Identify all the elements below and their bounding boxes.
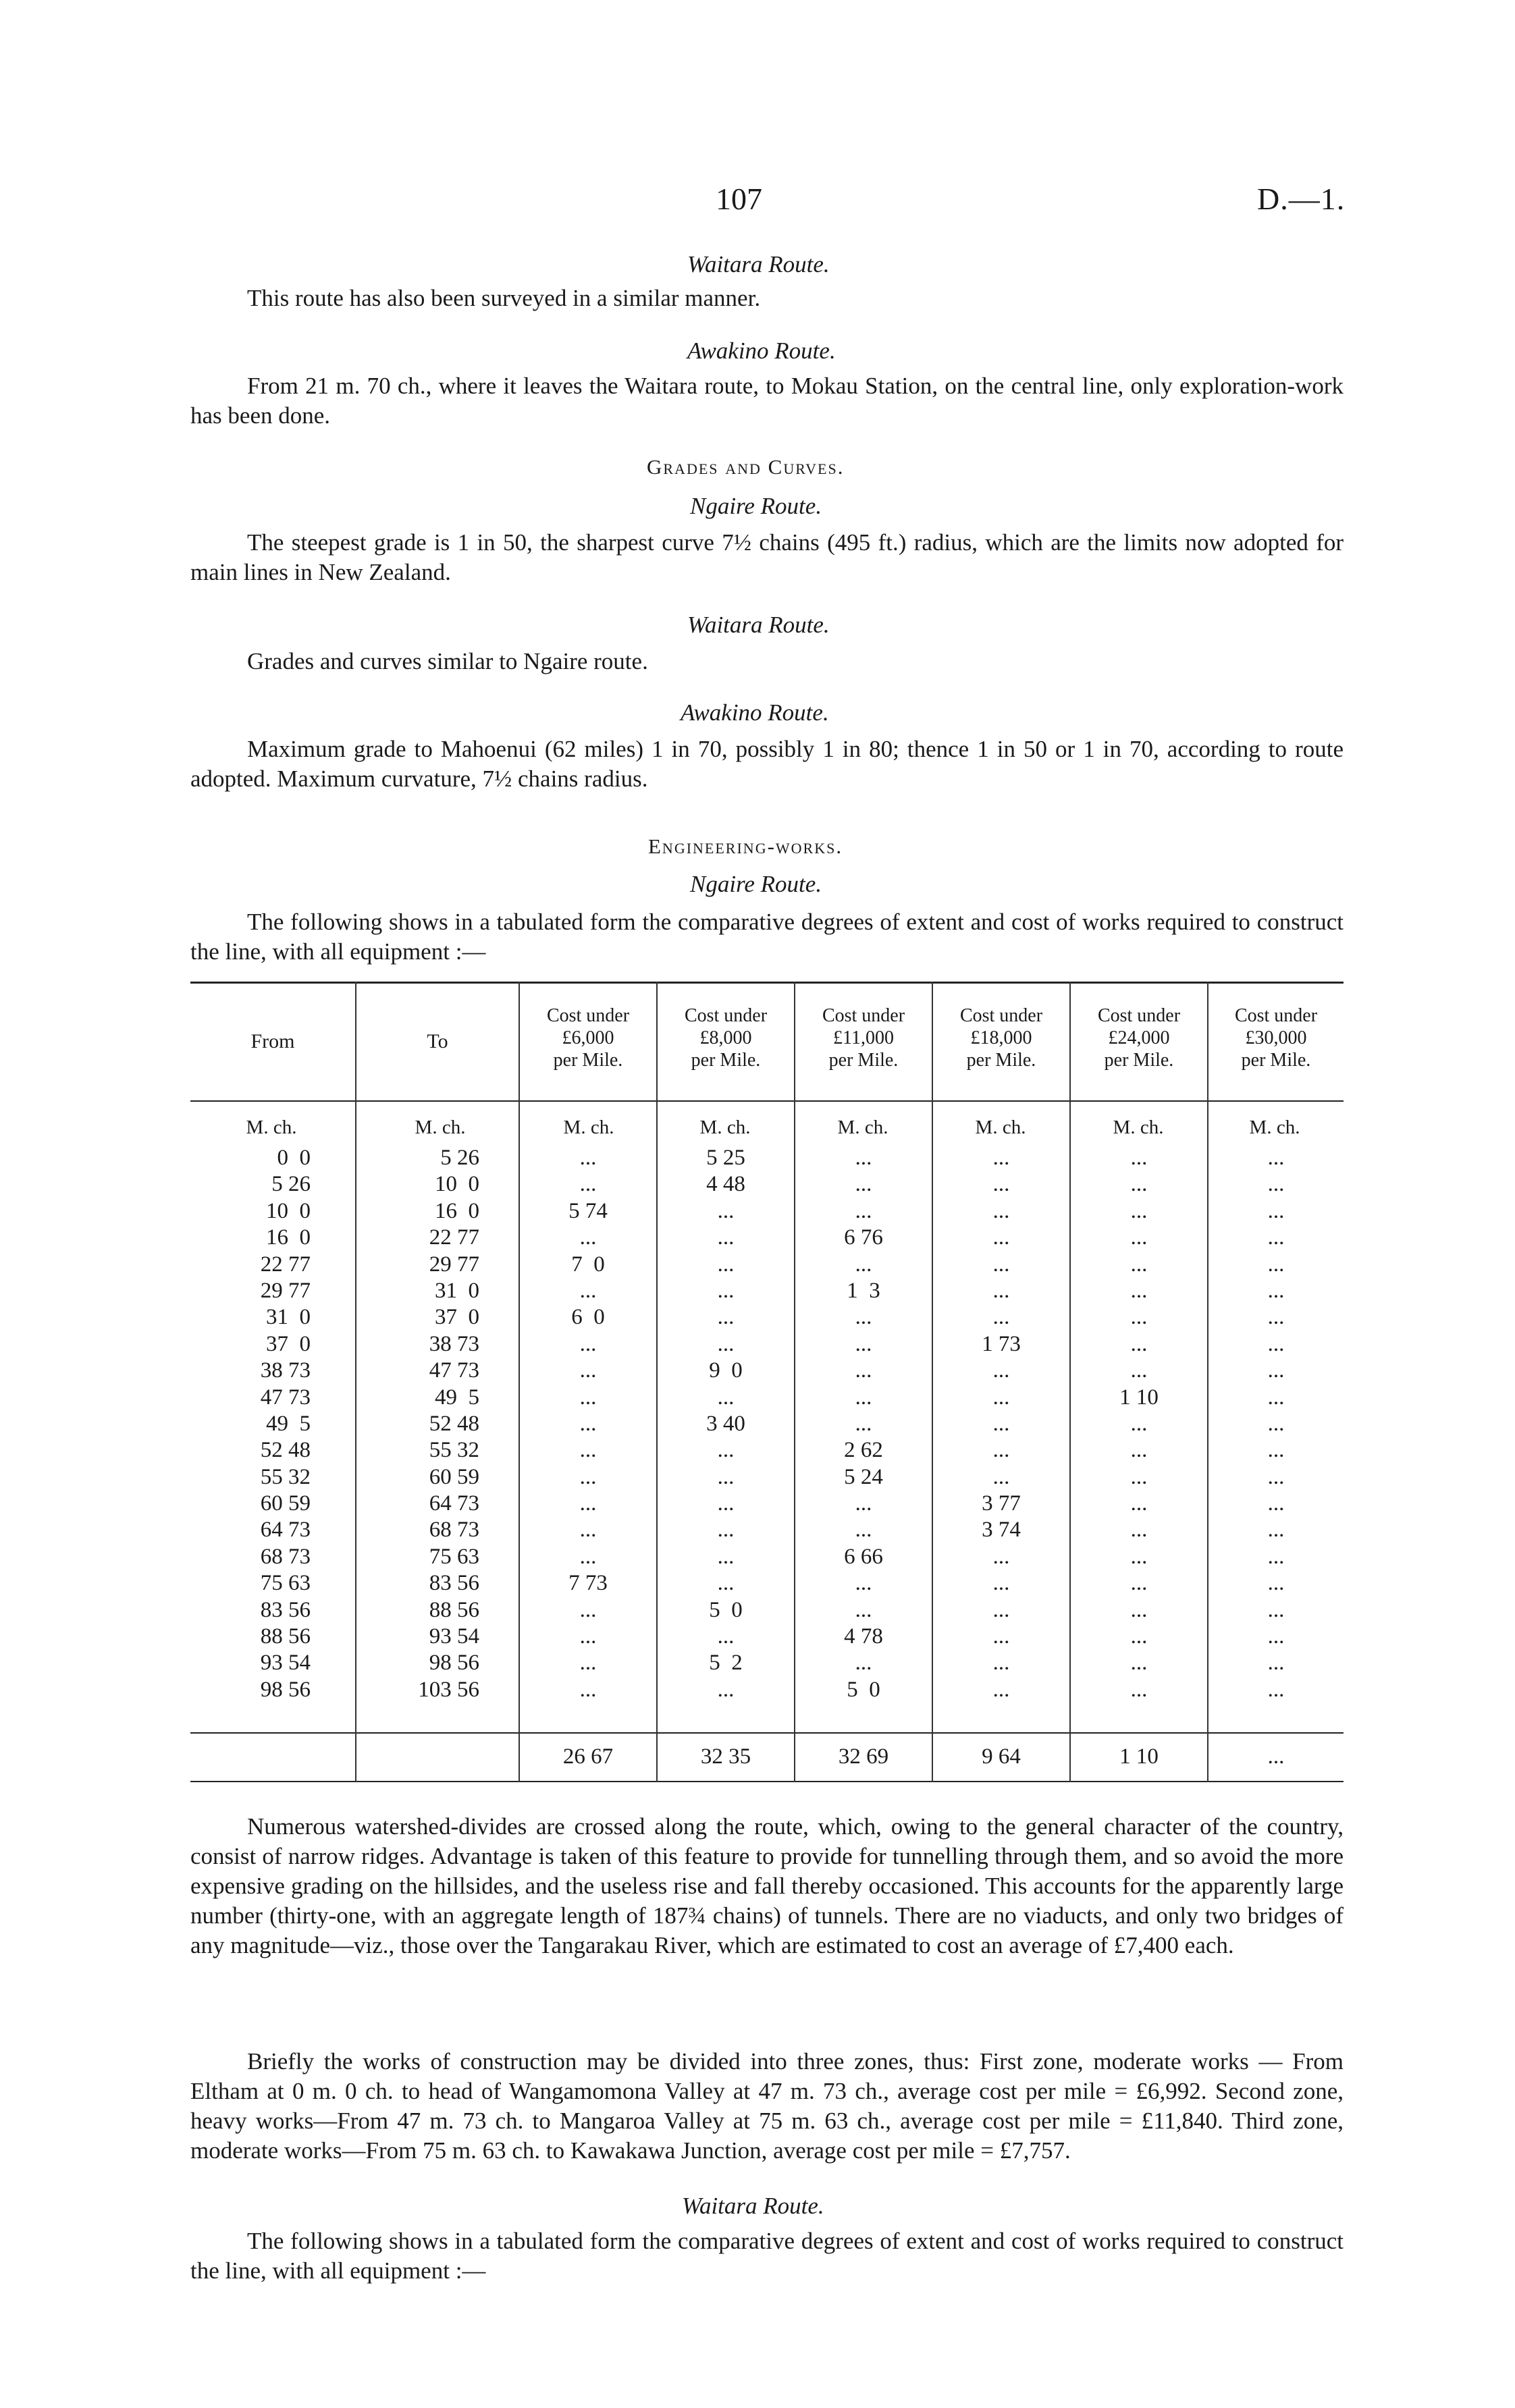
- unit-label-cost-24000: M. ch.: [1113, 1117, 1164, 1138]
- table-cell-cost-30000: ...: [1267, 1331, 1285, 1356]
- table-cell-cost-24000: ...: [1130, 1438, 1148, 1463]
- table-cell-cost-11000: ...: [855, 1146, 872, 1170]
- table-cell-cost-8000: 9 0: [709, 1358, 743, 1383]
- table-cell-cost-30000: ...: [1267, 1146, 1285, 1170]
- table-cell-cost-8000: 5 2: [709, 1651, 743, 1676]
- table-cell-from: 49 5: [266, 1411, 311, 1436]
- table-cell-cost-11000: ...: [855, 1172, 872, 1197]
- table-cell-cost-24000: ...: [1130, 1651, 1148, 1676]
- table-cell-from: 98 56: [260, 1677, 311, 1702]
- table-cell-cost-24000: ...: [1130, 1278, 1148, 1303]
- table-cell-cost-18000: ...: [992, 1172, 1010, 1197]
- table-cell-to: 60 59: [429, 1464, 479, 1489]
- paragraph-construction-zones: Briefly the works of construction may be divided into three zones, thus: First zone, moderate works — From Eltham at 0 m. 0 ch. to head of Wangamomona Valley at 47 m. 73 ch., average cost per mile = £6,992. Second zone, heavy works—From 47 m. 73 ch. to Mangaroa Valley at 75 m. 63 ch., average cost per mile = £11,840. Third zone, moderate works—From 75 m. 63 ch. to Kawakawa Junction, average cost per mile = £7,757.: [190, 2048, 1344, 2164]
- table-cell-cost-11000: ...: [855, 1252, 872, 1277]
- table-cell-cost-18000: ...: [992, 1385, 1010, 1410]
- table-cell-cost-18000: ...: [992, 1146, 1010, 1170]
- table-cell-cost-8000: ...: [717, 1305, 735, 1330]
- table-cell-from: 38 73: [260, 1358, 311, 1383]
- table-cell-cost-18000: 1 73: [982, 1331, 1021, 1356]
- table-cell-to: 49 5: [435, 1385, 479, 1410]
- table-cell-cost-6000: ...: [579, 1172, 597, 1197]
- column-cost-6000-values: [520, 1145, 656, 1703]
- table-cell-cost-18000: 3 74: [982, 1518, 1021, 1543]
- heading-engineering-works: Engineering-works.: [648, 834, 843, 858]
- total-cost-8000: 32 35: [700, 1744, 751, 1769]
- table-cell-to: 55 32: [429, 1438, 479, 1463]
- paragraph-awakino-exploration: From 21 m. 70 ch., where it leaves the Waitara route, to Mokau Station, on the central line, only exploration-work has been done.: [190, 373, 1344, 429]
- table-cell-cost-30000: ...: [1267, 1651, 1285, 1676]
- table-cell-to: 47 73: [429, 1358, 479, 1383]
- table-cell-cost-6000: ...: [579, 1358, 597, 1383]
- table-cell-cost-6000: ...: [579, 1518, 597, 1543]
- table-cell-cost-11000: ...: [855, 1198, 872, 1223]
- table-cell-cost-24000: ...: [1130, 1305, 1148, 1330]
- table-cell-cost-30000: ...: [1267, 1544, 1285, 1569]
- table-cell-cost-24000: ...: [1130, 1358, 1148, 1383]
- table-cell-from: 22 77: [260, 1252, 311, 1277]
- table-cell-cost-30000: ...: [1267, 1438, 1285, 1463]
- table-cell-cost-30000: ...: [1267, 1385, 1285, 1410]
- column-header-cost-30000: Cost under £30,000 per Mile.: [1234, 1005, 1318, 1071]
- table-cell-cost-24000: ...: [1130, 1252, 1148, 1277]
- column-header-cost-6000: Cost under £6,000 per Mile.: [546, 1005, 630, 1071]
- table-cell-from: 93 54: [260, 1651, 311, 1676]
- column-cost-18000-values: [933, 1145, 1069, 1703]
- table-cell-cost-30000: ...: [1267, 1305, 1285, 1330]
- table-cell-to: 16 0: [435, 1198, 479, 1223]
- column-cost-8000-values: [658, 1145, 794, 1703]
- table-cell-cost-30000: ...: [1267, 1225, 1285, 1250]
- table-cell-from: 37 0: [266, 1331, 311, 1356]
- paragraph-waitara-table-intro: The following shows in a tabulated form the comparative degrees of extent and cost of works required to construct the line, with all equipment :—: [190, 2228, 1344, 2284]
- table-cell-from: 60 59: [260, 1491, 311, 1516]
- table-cell-cost-11000: 1 3: [847, 1278, 880, 1303]
- table-cell-cost-24000: ...: [1130, 1518, 1148, 1543]
- table-cell-cost-8000: ...: [717, 1464, 735, 1489]
- table-cell-cost-8000: ...: [717, 1491, 735, 1516]
- table-cell-cost-18000: ...: [992, 1198, 1010, 1223]
- table-cell-cost-30000: ...: [1267, 1252, 1285, 1277]
- table-cell-cost-6000: ...: [579, 1651, 597, 1676]
- table-cell-to: 5 26: [440, 1146, 479, 1170]
- column-header-from: From: [250, 1030, 295, 1052]
- table-cell-from: 10 0: [266, 1198, 311, 1223]
- table-cell-cost-11000: ...: [855, 1411, 872, 1436]
- table-cell-cost-6000: 7 0: [571, 1252, 605, 1277]
- table-cell-cost-11000: ...: [855, 1305, 872, 1330]
- paragraph-ngaire-table-intro: The following shows in a tabulated form the comparative degrees of extent and cost of works required to construct the line, with all equipment :—: [190, 909, 1344, 965]
- table-cell-cost-11000: ...: [855, 1651, 872, 1676]
- table-cell-cost-6000: ...: [579, 1385, 597, 1410]
- table-cell-cost-6000: ...: [579, 1624, 597, 1649]
- table-cell-to: 98 56: [429, 1651, 479, 1676]
- table-cell-cost-24000: ...: [1130, 1198, 1148, 1223]
- paragraph-ngaire-grades: The steepest grade is 1 in 50, the sharpest curve 7½ chains (495 ft.) radius, which are the limits now adopted for main lines in New Zealand.: [190, 529, 1344, 585]
- works-cost-table: [190, 982, 1344, 1782]
- table-cell-cost-30000: ...: [1267, 1571, 1285, 1596]
- table-cell-cost-18000: ...: [992, 1438, 1010, 1463]
- table-cell-to: 75 63: [429, 1544, 479, 1569]
- unit-label-cost-6000: M. ch.: [563, 1117, 614, 1138]
- table-cell-cost-8000: ...: [717, 1252, 735, 1277]
- table-cell-from: 88 56: [260, 1624, 311, 1649]
- table-top-rule: [190, 982, 1344, 984]
- heading-ngaire-route-works: Ngaire Route.: [690, 871, 822, 897]
- table-cell-cost-18000: 3 77: [982, 1491, 1021, 1516]
- table-cell-to: 29 77: [429, 1252, 479, 1277]
- table-cell-cost-6000: ...: [579, 1331, 597, 1356]
- heading-awakino-route-grades: Awakino Route.: [681, 699, 829, 726]
- total-cost-11000: 32 69: [838, 1744, 889, 1769]
- table-cell-cost-24000: ...: [1130, 1624, 1148, 1649]
- column-header-cost-24000: Cost under £24,000 per Mile.: [1097, 1005, 1181, 1071]
- table-cell-from: 29 77: [260, 1278, 311, 1303]
- table-cell-cost-11000: 2 62: [844, 1438, 883, 1463]
- table-cell-from: 68 73: [260, 1544, 311, 1569]
- table-cell-from: 16 0: [266, 1225, 311, 1250]
- table-cell-cost-11000: 5 0: [847, 1677, 880, 1702]
- table-cell-from: 55 32: [260, 1464, 311, 1489]
- table-cell-cost-6000: ...: [579, 1677, 597, 1702]
- column-header-cost-18000: Cost under £18,000 per Mile.: [959, 1005, 1043, 1071]
- column-cost-30000-values: [1208, 1145, 1344, 1703]
- unit-label-cost-30000: M. ch.: [1249, 1117, 1300, 1138]
- table-cell-cost-24000: ...: [1130, 1677, 1148, 1702]
- table-cell-cost-24000: ...: [1130, 1464, 1148, 1489]
- table-cell-cost-18000: ...: [992, 1358, 1010, 1383]
- table-cell-cost-11000: 6 76: [844, 1225, 883, 1250]
- table-cell-to: 10 0: [435, 1172, 479, 1197]
- table-cell-cost-8000: ...: [717, 1278, 735, 1303]
- paragraph-waitara-grades: Grades and curves similar to Ngaire route.: [247, 648, 648, 674]
- table-cell-cost-8000: 5 25: [706, 1146, 745, 1170]
- table-cell-cost-24000: ...: [1130, 1491, 1148, 1516]
- table-cell-cost-8000: ...: [717, 1677, 735, 1702]
- table-header-rule: [190, 1100, 1344, 1102]
- total-cost-18000: 9 64: [982, 1744, 1021, 1769]
- table-cell-cost-18000: ...: [992, 1651, 1010, 1676]
- table-cell-to: 52 48: [429, 1411, 479, 1436]
- unit-label-cost-8000: M. ch.: [699, 1117, 751, 1138]
- unit-label-cost-11000: M. ch.: [837, 1117, 888, 1138]
- column-cost-11000-values: [795, 1145, 932, 1703]
- unit-label-cost-18000: M. ch.: [975, 1117, 1026, 1138]
- unit-label-from: M. ch.: [246, 1117, 297, 1138]
- table-cell-to: 38 73: [429, 1331, 479, 1356]
- heading-grades-and-curves: Grades and Curves.: [647, 455, 845, 479]
- table-cell-cost-30000: ...: [1267, 1518, 1285, 1543]
- table-cell-cost-30000: ...: [1267, 1464, 1285, 1489]
- table-cell-cost-11000: 5 24: [844, 1464, 883, 1489]
- table-cell-cost-8000: ...: [717, 1225, 735, 1250]
- total-cost-6000: 26 67: [562, 1744, 614, 1769]
- table-cell-cost-24000: 1 10: [1119, 1385, 1159, 1410]
- table-cell-cost-18000: ...: [992, 1225, 1010, 1250]
- table-cell-cost-6000: ...: [579, 1146, 597, 1170]
- table-cell-cost-18000: ...: [992, 1544, 1010, 1569]
- heading-waitara-route-works: Waitara Route.: [682, 2193, 824, 2219]
- paragraph-watershed-divides: Numerous watershed-divides are crossed along the route, which, owing to the general character of the country, consist of narrow ridges. Advantage is taken of this feature to provide for tunnelling through them, and so avoid the more expensive grading on the hillsides, and the useless rise and fall thereby occasioned. This accounts for the apparently large number (thirty-one, with an aggregate length of 187¾ chains) of tunnels. There are no viaducts, and only two bridges of any magnitude—viz., those over the Tangarakau River, which are estimated to cost an average of £7,400 each.: [190, 1813, 1344, 1958]
- table-cell-cost-30000: ...: [1267, 1278, 1285, 1303]
- heading-ngaire-route: Ngaire Route.: [690, 493, 822, 519]
- table-cell-to: 88 56: [429, 1597, 479, 1622]
- table-cell-cost-8000: ...: [717, 1385, 735, 1410]
- table-cell-cost-6000: ...: [579, 1464, 597, 1489]
- table-cell-cost-8000: ...: [717, 1331, 735, 1356]
- table-cell-cost-8000: 5 0: [709, 1597, 743, 1622]
- table-cell-cost-24000: ...: [1130, 1544, 1148, 1569]
- table-cell-cost-6000: ...: [579, 1411, 597, 1436]
- table-cell-cost-6000: ...: [579, 1438, 597, 1463]
- table-cell-cost-6000: ...: [579, 1597, 597, 1622]
- table-cell-from: 52 48: [260, 1438, 311, 1463]
- table-cell-cost-24000: ...: [1130, 1597, 1148, 1622]
- table-bottom-rule: [190, 1781, 1344, 1782]
- heading-waitara-route-grades: Waitara Route.: [687, 612, 830, 638]
- table-cell-to: 37 0: [435, 1305, 479, 1330]
- table-cell-from: 0 0: [277, 1146, 311, 1170]
- table-cell-to: 83 56: [429, 1571, 479, 1596]
- table-cell-cost-8000: ...: [717, 1518, 735, 1543]
- document-reference: D.—1.: [1257, 182, 1346, 216]
- table-cell-cost-30000: ...: [1267, 1491, 1285, 1516]
- table-cell-cost-24000: ...: [1130, 1331, 1148, 1356]
- column-cost-24000-values: [1071, 1145, 1207, 1703]
- table-cell-from: 47 73: [260, 1385, 311, 1410]
- table-cell-cost-11000: ...: [855, 1491, 872, 1516]
- table-cell-to: 93 54: [429, 1624, 479, 1649]
- table-cell-cost-18000: ...: [992, 1597, 1010, 1622]
- column-header-to: To: [427, 1030, 448, 1052]
- column-header-cost-8000: Cost under £8,000 per Mile.: [684, 1005, 768, 1071]
- unit-label-to: M. ch.: [415, 1117, 466, 1138]
- table-cell-cost-6000: ...: [579, 1491, 597, 1516]
- table-cell-to: 103 56: [418, 1677, 479, 1702]
- total-cost-30000: ...: [1267, 1744, 1285, 1769]
- table-cell-cost-18000: ...: [992, 1464, 1010, 1489]
- table-cell-cost-30000: ...: [1267, 1358, 1285, 1383]
- table-cell-cost-6000: 5 74: [568, 1198, 608, 1223]
- column-from-values: [190, 1145, 311, 1703]
- table-cell-cost-11000: ...: [855, 1358, 872, 1383]
- table-cell-cost-8000: ...: [717, 1198, 735, 1223]
- table-cell-cost-8000: ...: [717, 1571, 735, 1596]
- table-cell-cost-18000: ...: [992, 1677, 1010, 1702]
- table-cell-cost-24000: ...: [1130, 1146, 1148, 1170]
- table-cell-from: 83 56: [260, 1597, 311, 1622]
- paragraph-awakino-grades: Maximum grade to Mahoenui (62 miles) 1 in 70, possibly 1 in 80; thence 1 in 50 or 1 in 70, according to route adopted. Maximum curvature, 7½ chains radius.: [190, 736, 1344, 792]
- table-cell-cost-11000: ...: [855, 1331, 872, 1356]
- heading-waitara-route: Waitara Route.: [687, 251, 830, 277]
- table-cell-cost-18000: ...: [992, 1571, 1010, 1596]
- table-cell-to: 68 73: [429, 1518, 479, 1543]
- table-cell-cost-18000: ...: [992, 1252, 1010, 1277]
- table-cell-cost-6000: ...: [579, 1225, 597, 1250]
- table-cell-cost-18000: ...: [992, 1624, 1010, 1649]
- table-cell-cost-30000: ...: [1267, 1198, 1285, 1223]
- paragraph-waitara-survey: This route has also been surveyed in a similar manner.: [247, 285, 761, 311]
- table-cell-to: 22 77: [429, 1225, 479, 1250]
- table-totals-rule: [190, 1732, 1344, 1734]
- column-header-cost-11000: Cost under £11,000 per Mile.: [822, 1005, 905, 1071]
- table-cell-cost-8000: 3 40: [706, 1411, 745, 1436]
- table-cell-to: 31 0: [435, 1278, 479, 1303]
- heading-awakino-route: Awakino Route.: [687, 338, 836, 364]
- table-cell-cost-11000: ...: [855, 1597, 872, 1622]
- table-cell-cost-30000: ...: [1267, 1597, 1285, 1622]
- table-cell-from: 31 0: [266, 1305, 311, 1330]
- table-cell-cost-30000: ...: [1267, 1624, 1285, 1649]
- table-cell-cost-8000: ...: [717, 1544, 735, 1569]
- table-cell-cost-30000: ...: [1267, 1411, 1285, 1436]
- table-cell-cost-11000: 6 66: [844, 1544, 883, 1569]
- table-cell-cost-6000: ...: [579, 1544, 597, 1569]
- table-cell-cost-18000: ...: [992, 1411, 1010, 1436]
- table-cell-cost-6000: 6 0: [571, 1305, 605, 1330]
- table-cell-cost-24000: ...: [1130, 1225, 1148, 1250]
- table-cell-cost-11000: ...: [855, 1385, 872, 1410]
- table-cell-to: 64 73: [429, 1491, 479, 1516]
- table-cell-from: 64 73: [260, 1518, 311, 1543]
- total-cost-24000: 1 10: [1119, 1744, 1159, 1769]
- table-cell-cost-8000: ...: [717, 1624, 735, 1649]
- table-cell-cost-24000: ...: [1130, 1571, 1148, 1596]
- table-cell-cost-6000: ...: [579, 1278, 597, 1303]
- table-cell-cost-6000: 7 73: [568, 1571, 608, 1596]
- table-cell-cost-18000: ...: [992, 1278, 1010, 1303]
- table-cell-cost-11000: ...: [855, 1518, 872, 1543]
- table-cell-from: 5 26: [271, 1172, 311, 1197]
- column-to-values: [356, 1145, 479, 1703]
- table-cell-from: 75 63: [260, 1571, 311, 1596]
- table-cell-cost-30000: ...: [1267, 1172, 1285, 1197]
- table-cell-cost-24000: ...: [1130, 1411, 1148, 1436]
- table-cell-cost-30000: ...: [1267, 1677, 1285, 1702]
- table-cell-cost-8000: ...: [717, 1438, 735, 1463]
- table-cell-cost-11000: 4 78: [844, 1624, 883, 1649]
- table-cell-cost-18000: ...: [992, 1305, 1010, 1330]
- table-cell-cost-11000: ...: [855, 1571, 872, 1596]
- table-cell-cost-24000: ...: [1130, 1172, 1148, 1197]
- table-cell-cost-8000: 4 48: [706, 1172, 745, 1197]
- page-number: 107: [716, 182, 762, 216]
